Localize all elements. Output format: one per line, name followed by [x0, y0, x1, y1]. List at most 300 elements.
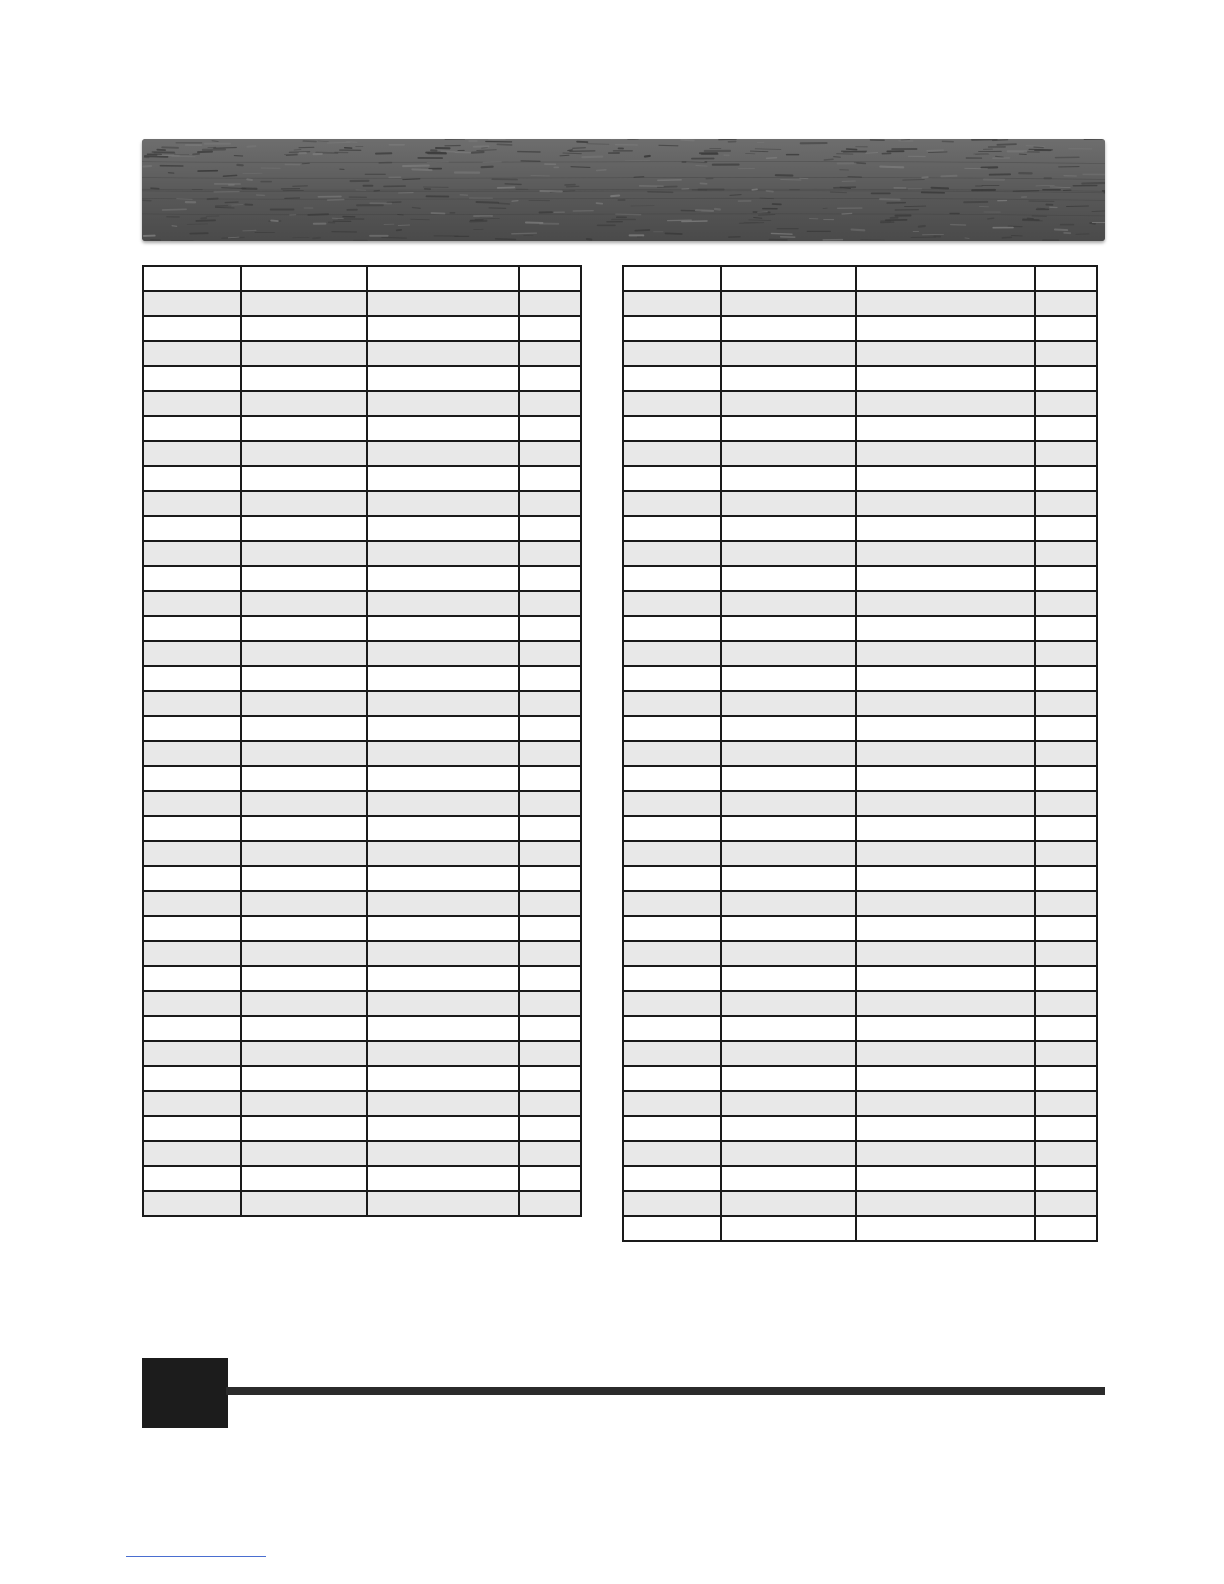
- left-log-cell: [519, 1066, 581, 1091]
- right-log-cell: [721, 1041, 856, 1066]
- left-log-cell: [367, 1166, 519, 1191]
- left-log-row: [143, 1191, 581, 1216]
- right-log-cell: [623, 316, 721, 341]
- left-log-cell: [143, 466, 241, 491]
- left-log-cell: [367, 616, 519, 641]
- left-log-cell: [143, 891, 241, 916]
- left-log-row: [143, 541, 581, 566]
- left-log-cell: [241, 591, 367, 616]
- right-log-cell: [721, 616, 856, 641]
- left-log-row: [143, 766, 581, 791]
- right-log-cell: [1035, 1191, 1097, 1216]
- left-log-cell: [143, 1166, 241, 1191]
- left-log-row: [143, 1091, 581, 1116]
- left-log-cell: [143, 266, 241, 291]
- right-log-cell: [1035, 291, 1097, 316]
- right-log-cell: [856, 966, 1035, 991]
- left-log-cell: [367, 416, 519, 441]
- left-log-cell: [519, 1191, 581, 1216]
- right-log-cell: [1035, 1141, 1097, 1166]
- right-log-cell: [1035, 341, 1097, 366]
- left-log-row: [143, 1041, 581, 1066]
- left-log-cell: [519, 441, 581, 466]
- right-log-cell: [623, 341, 721, 366]
- left-log-cell: [241, 816, 367, 841]
- right-log-cell: [623, 466, 721, 491]
- right-log-row: [623, 1091, 1097, 1116]
- right-log-cell: [721, 391, 856, 416]
- right-log-cell: [1035, 941, 1097, 966]
- left-log-row: [143, 741, 581, 766]
- left-log-cell: [241, 366, 367, 391]
- link-underline: [126, 1556, 266, 1557]
- left-log-cell: [519, 716, 581, 741]
- left-log-cell: [367, 341, 519, 366]
- right-log-cell: [1035, 966, 1097, 991]
- left-log-cell: [367, 791, 519, 816]
- left-log-cell: [367, 866, 519, 891]
- right-log-cell: [721, 891, 856, 916]
- left-log-cell: [519, 1141, 581, 1166]
- left-log-cell: [519, 516, 581, 541]
- left-log-cell: [241, 1016, 367, 1041]
- left-log-cell: [367, 1116, 519, 1141]
- right-log-cell: [856, 866, 1035, 891]
- right-log-cell: [623, 1141, 721, 1166]
- right-log-cell: [721, 516, 856, 541]
- left-log-cell: [367, 441, 519, 466]
- right-log-cell: [1035, 441, 1097, 466]
- left-log-cell: [519, 391, 581, 416]
- left-log-row: [143, 691, 581, 716]
- left-log-cell: [367, 841, 519, 866]
- right-log-cell: [1035, 791, 1097, 816]
- left-log-cell: [143, 1091, 241, 1116]
- left-log-cell: [367, 1066, 519, 1091]
- right-log-cell: [623, 566, 721, 591]
- right-log-cell: [856, 1191, 1035, 1216]
- left-log-cell: [143, 816, 241, 841]
- right-log-cell: [856, 1091, 1035, 1116]
- left-log-row: [143, 391, 581, 416]
- left-log-cell: [367, 1191, 519, 1216]
- right-log-row: [623, 1216, 1097, 1241]
- left-log-cell: [519, 1091, 581, 1116]
- right-log-row: [623, 391, 1097, 416]
- left-log-cell: [519, 266, 581, 291]
- right-log-cell: [623, 866, 721, 891]
- log-table-left: [142, 265, 582, 1217]
- right-log-row: [623, 1166, 1097, 1191]
- right-log-cell: [1035, 716, 1097, 741]
- left-log-cell: [367, 541, 519, 566]
- right-log-cell: [721, 466, 856, 491]
- left-log-cell: [143, 291, 241, 316]
- left-log-cell: [241, 291, 367, 316]
- left-log-cell: [367, 916, 519, 941]
- right-log-cell: [856, 466, 1035, 491]
- right-log-cell: [721, 566, 856, 591]
- left-log-row: [143, 866, 581, 891]
- left-log-cell: [241, 666, 367, 691]
- left-log-cell: [367, 1091, 519, 1116]
- right-log-row: [623, 1141, 1097, 1166]
- right-log-row: [623, 266, 1097, 291]
- right-log-cell: [856, 1066, 1035, 1091]
- left-log-cell: [143, 416, 241, 441]
- left-log-cell: [241, 966, 367, 991]
- right-log-cell: [1035, 416, 1097, 441]
- left-log-cell: [143, 741, 241, 766]
- right-log-cell: [623, 1216, 721, 1241]
- right-log-cell: [623, 666, 721, 691]
- right-log-cell: [623, 491, 721, 516]
- right-log-row: [623, 791, 1097, 816]
- left-log-cell: [367, 991, 519, 1016]
- right-log-cell: [1035, 641, 1097, 666]
- left-log-cell: [241, 991, 367, 1016]
- left-log-cell: [143, 1141, 241, 1166]
- right-log-row: [623, 916, 1097, 941]
- left-log-cell: [241, 1041, 367, 1066]
- left-log-cell: [241, 416, 367, 441]
- right-log-cell: [1035, 891, 1097, 916]
- left-log-cell: [241, 1116, 367, 1141]
- left-log-cell: [143, 791, 241, 816]
- left-log-cell: [519, 741, 581, 766]
- left-log-row: [143, 1016, 581, 1041]
- left-log-cell: [519, 816, 581, 841]
- right-log-row: [623, 841, 1097, 866]
- left-log-cell: [519, 791, 581, 816]
- right-log-cell: [856, 766, 1035, 791]
- left-log-cell: [367, 391, 519, 416]
- right-log-cell: [623, 266, 721, 291]
- wood-grain-texture: [142, 139, 1105, 241]
- right-log-cell: [721, 691, 856, 716]
- right-log-cell: [623, 991, 721, 1016]
- left-log-cell: [241, 1091, 367, 1116]
- left-log-cell: [367, 566, 519, 591]
- right-log-cell: [623, 541, 721, 566]
- left-log-cell: [367, 666, 519, 691]
- right-log-cell: [1035, 766, 1097, 791]
- right-log-cell: [1035, 316, 1097, 341]
- left-log-row: [143, 916, 581, 941]
- right-log-row: [623, 516, 1097, 541]
- left-log-cell: [143, 666, 241, 691]
- right-log-cell: [856, 441, 1035, 466]
- right-log-cell: [623, 1166, 721, 1191]
- right-log-cell: [721, 366, 856, 391]
- left-log-cell: [367, 716, 519, 741]
- left-log-cell: [241, 341, 367, 366]
- right-log-cell: [856, 816, 1035, 841]
- right-log-cell: [623, 641, 721, 666]
- left-log-cell: [241, 1166, 367, 1191]
- right-log-cell: [1035, 1016, 1097, 1041]
- left-log-cell: [143, 1016, 241, 1041]
- left-log-row: [143, 616, 581, 641]
- right-log-row: [623, 291, 1097, 316]
- right-log-cell: [1035, 391, 1097, 416]
- left-log-row: [143, 1141, 581, 1166]
- left-log-cell: [241, 466, 367, 491]
- right-log-cell: [856, 1016, 1035, 1041]
- right-log-cell: [1035, 1166, 1097, 1191]
- right-log-cell: [721, 591, 856, 616]
- right-log-cell: [721, 1016, 856, 1041]
- right-log-row: [623, 416, 1097, 441]
- right-log-cell: [1035, 541, 1097, 566]
- left-log-cell: [519, 666, 581, 691]
- right-log-cell: [623, 916, 721, 941]
- left-log-cell: [367, 641, 519, 666]
- right-log-cell: [721, 766, 856, 791]
- right-log-row: [623, 1016, 1097, 1041]
- right-log-cell: [721, 1091, 856, 1116]
- left-log-cell: [143, 491, 241, 516]
- left-log-row: [143, 466, 581, 491]
- left-log-cell: [143, 766, 241, 791]
- left-log-row: [143, 666, 581, 691]
- right-log-cell: [1035, 591, 1097, 616]
- left-log-row: [143, 991, 581, 1016]
- left-log-cell: [241, 491, 367, 516]
- right-log-cell: [1035, 866, 1097, 891]
- left-log-cell: [241, 941, 367, 966]
- left-log-cell: [367, 766, 519, 791]
- right-log-cell: [623, 891, 721, 916]
- right-log-cell: [856, 1166, 1035, 1191]
- right-log-cell: [623, 366, 721, 391]
- right-log-cell: [623, 966, 721, 991]
- right-log-cell: [1035, 1091, 1097, 1116]
- left-log-cell: [519, 966, 581, 991]
- left-log-cell: [519, 341, 581, 366]
- left-log-cell: [519, 1116, 581, 1141]
- left-log-cell: [367, 966, 519, 991]
- left-log-row: [143, 491, 581, 516]
- right-log-cell: [856, 1141, 1035, 1166]
- left-log-cell: [367, 516, 519, 541]
- header-banner: [142, 139, 1105, 241]
- left-log-row: [143, 891, 581, 916]
- right-log-cell: [856, 791, 1035, 816]
- left-log-cell: [143, 541, 241, 566]
- left-log-cell: [519, 916, 581, 941]
- left-log-row: [143, 316, 581, 341]
- right-log-row: [623, 591, 1097, 616]
- left-log-cell: [143, 941, 241, 966]
- right-log-cell: [856, 341, 1035, 366]
- right-log-cell: [721, 541, 856, 566]
- left-log-cell: [519, 466, 581, 491]
- right-log-cell: [623, 1091, 721, 1116]
- left-log-cell: [241, 741, 367, 766]
- left-log-cell: [519, 491, 581, 516]
- right-log-cell: [721, 1116, 856, 1141]
- left-log-cell: [143, 841, 241, 866]
- right-log-cell: [623, 816, 721, 841]
- right-log-cell: [623, 391, 721, 416]
- right-log-cell: [721, 416, 856, 441]
- left-log-row: [143, 841, 581, 866]
- left-log-cell: [241, 866, 367, 891]
- right-log-cell: [856, 1041, 1035, 1066]
- left-log-cell: [143, 441, 241, 466]
- left-log-cell: [143, 616, 241, 641]
- left-log-cell: [241, 916, 367, 941]
- right-log-row: [623, 1116, 1097, 1141]
- left-log-cell: [519, 841, 581, 866]
- right-log-cell: [1035, 1216, 1097, 1241]
- left-log-cell: [519, 566, 581, 591]
- right-log-cell: [1035, 1066, 1097, 1091]
- right-log-cell: [721, 716, 856, 741]
- left-log-cell: [241, 716, 367, 741]
- left-log-cell: [519, 991, 581, 1016]
- left-log-cell: [519, 641, 581, 666]
- right-log-cell: [1035, 566, 1097, 591]
- right-log-cell: [1035, 616, 1097, 641]
- left-log-row: [143, 291, 581, 316]
- right-log-cell: [856, 691, 1035, 716]
- left-log-cell: [241, 391, 367, 416]
- left-log-cell: [143, 591, 241, 616]
- left-log-cell: [367, 1016, 519, 1041]
- right-log-cell: [856, 616, 1035, 641]
- right-log-cell: [623, 741, 721, 766]
- left-log-cell: [143, 391, 241, 416]
- left-log-cell: [143, 566, 241, 591]
- left-log-cell: [519, 1041, 581, 1066]
- left-log-cell: [519, 691, 581, 716]
- right-log-cell: [856, 1116, 1035, 1141]
- right-log-cell: [623, 716, 721, 741]
- right-log-cell: [721, 641, 856, 666]
- left-log-cell: [241, 266, 367, 291]
- left-log-row: [143, 716, 581, 741]
- left-log-cell: [143, 691, 241, 716]
- left-log-cell: [519, 766, 581, 791]
- right-log-cell: [721, 741, 856, 766]
- right-log-row: [623, 816, 1097, 841]
- left-log-cell: [241, 1191, 367, 1216]
- left-log-cell: [367, 316, 519, 341]
- right-log-cell: [1035, 266, 1097, 291]
- left-log-cell: [367, 1141, 519, 1166]
- page-number-tab: [142, 1358, 228, 1428]
- right-log-cell: [856, 266, 1035, 291]
- right-log-cell: [1035, 991, 1097, 1016]
- left-log-row: [143, 366, 581, 391]
- right-log-row: [623, 566, 1097, 591]
- right-log-cell: [856, 516, 1035, 541]
- right-log-row: [623, 741, 1097, 766]
- right-log-cell: [721, 1141, 856, 1166]
- right-log-cell: [623, 291, 721, 316]
- right-log-cell: [1035, 666, 1097, 691]
- right-log-cell: [721, 441, 856, 466]
- left-log-cell: [519, 941, 581, 966]
- left-log-row: [143, 416, 581, 441]
- left-log-cell: [519, 866, 581, 891]
- log-table-right: [622, 265, 1098, 1242]
- left-log-cell: [367, 741, 519, 766]
- right-log-cell: [856, 316, 1035, 341]
- left-log-cell: [241, 566, 367, 591]
- right-log-cell: [856, 941, 1035, 966]
- right-log-row: [623, 941, 1097, 966]
- right-log-cell: [856, 391, 1035, 416]
- left-log-cell: [367, 266, 519, 291]
- right-log-cell: [856, 666, 1035, 691]
- right-log-cell: [721, 291, 856, 316]
- left-log-row: [143, 1166, 581, 1191]
- left-log-row: [143, 591, 581, 616]
- left-log-cell: [241, 841, 367, 866]
- left-log-cell: [367, 591, 519, 616]
- right-log-cell: [623, 941, 721, 966]
- right-log-cell: [623, 1041, 721, 1066]
- right-log-row: [623, 766, 1097, 791]
- right-log-cell: [623, 441, 721, 466]
- right-log-cell: [623, 766, 721, 791]
- right-log-cell: [1035, 516, 1097, 541]
- left-log-cell: [143, 866, 241, 891]
- right-log-cell: [721, 1216, 856, 1241]
- right-log-cell: [1035, 366, 1097, 391]
- right-log-cell: [721, 816, 856, 841]
- right-log-cell: [623, 516, 721, 541]
- left-log-cell: [241, 1066, 367, 1091]
- left-log-cell: [143, 516, 241, 541]
- left-log-cell: [143, 916, 241, 941]
- left-log-cell: [143, 966, 241, 991]
- right-log-cell: [721, 1166, 856, 1191]
- right-log-cell: [1035, 916, 1097, 941]
- left-log-cell: [241, 316, 367, 341]
- left-log-cell: [241, 641, 367, 666]
- left-log-cell: [519, 591, 581, 616]
- right-log-cell: [623, 1116, 721, 1141]
- left-log-cell: [143, 1066, 241, 1091]
- left-log-cell: [241, 1141, 367, 1166]
- left-log-row: [143, 641, 581, 666]
- right-log-cell: [721, 966, 856, 991]
- right-log-cell: [1035, 1041, 1097, 1066]
- right-log-cell: [721, 316, 856, 341]
- right-log-cell: [1035, 691, 1097, 716]
- left-log-cell: [241, 541, 367, 566]
- right-log-cell: [856, 416, 1035, 441]
- left-log-row: [143, 1116, 581, 1141]
- right-log-cell: [721, 666, 856, 691]
- left-log-cell: [367, 491, 519, 516]
- right-log-cell: [1035, 816, 1097, 841]
- right-log-cell: [721, 1066, 856, 1091]
- left-log-row: [143, 966, 581, 991]
- left-log-row: [143, 441, 581, 466]
- right-log-row: [623, 316, 1097, 341]
- right-log-row: [623, 466, 1097, 491]
- right-log-cell: [721, 941, 856, 966]
- left-log-cell: [143, 366, 241, 391]
- left-log-cell: [367, 691, 519, 716]
- left-log-cell: [519, 416, 581, 441]
- right-log-cell: [623, 1016, 721, 1041]
